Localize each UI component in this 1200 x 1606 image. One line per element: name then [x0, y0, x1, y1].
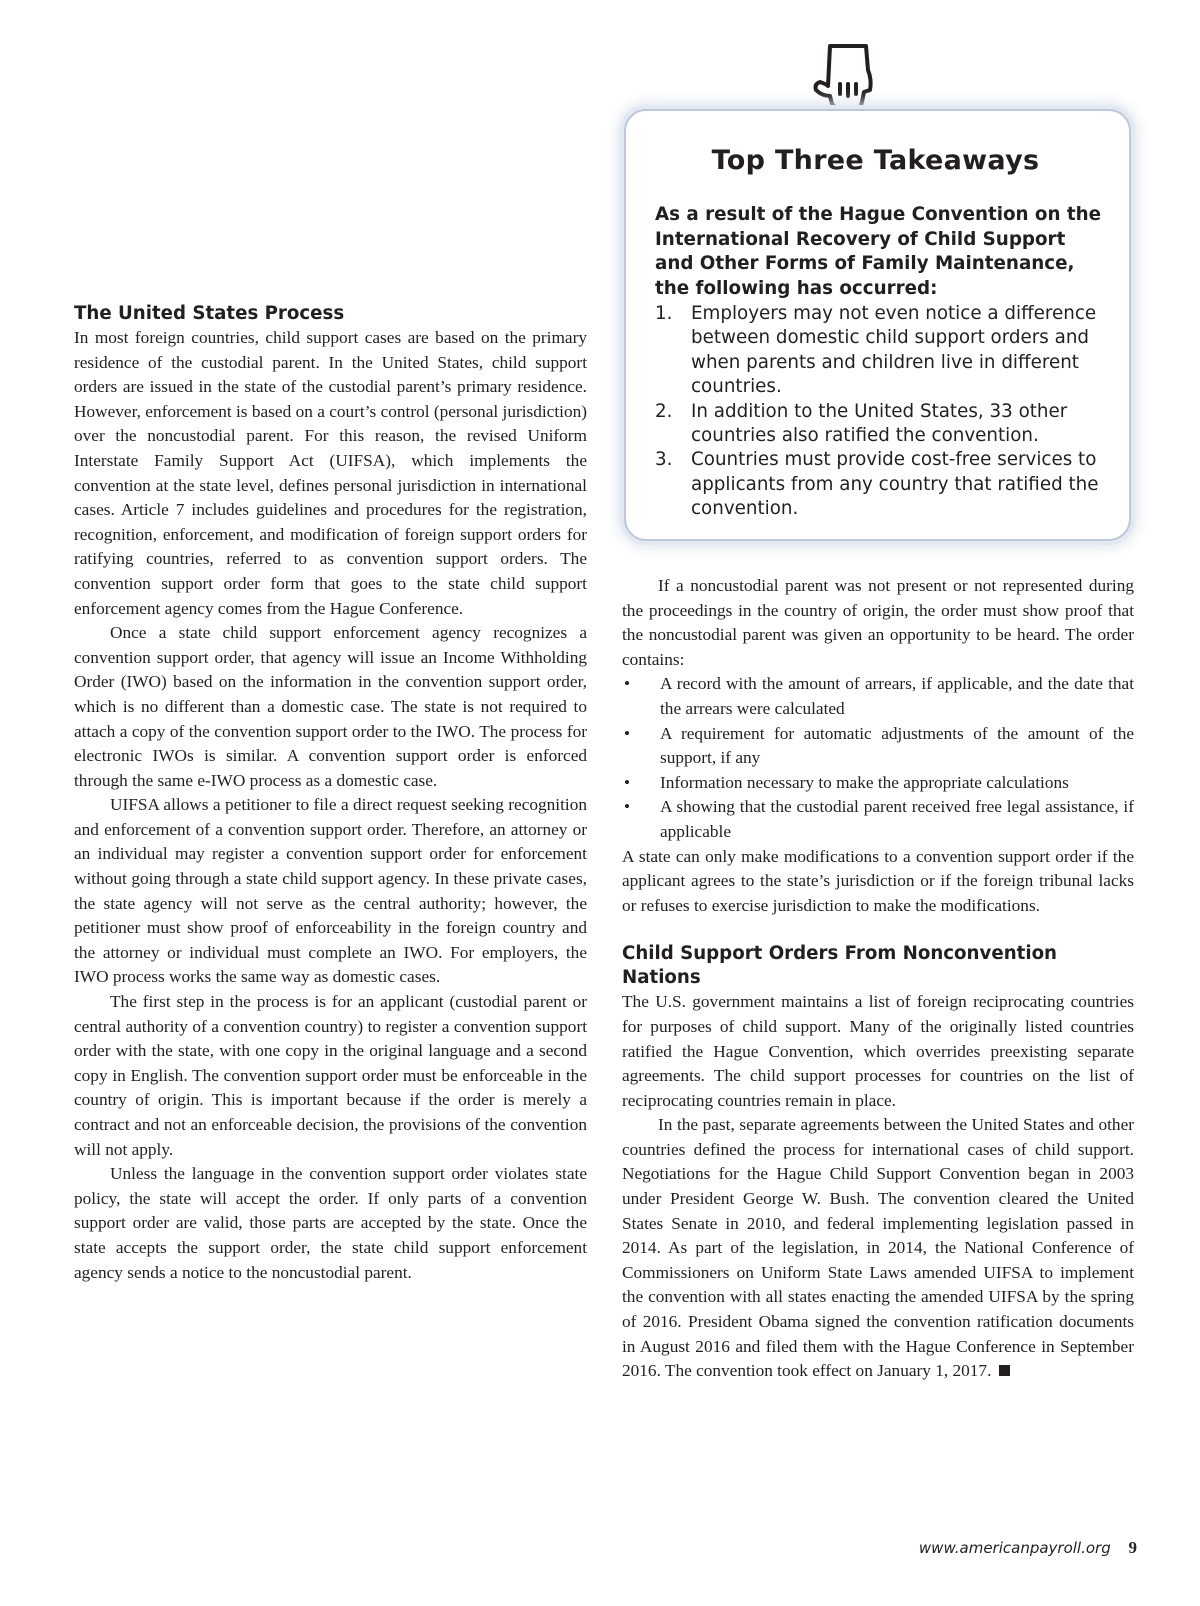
takeaways-list	[655, 302, 1115, 522]
takeaway-number: 2.	[655, 400, 673, 422]
takeaways-intro: As a result of the Hague Convention on the International Recovery of Child Support and Other Forms of Family Maintenance, the following has occurred:	[655, 204, 1102, 299]
bullet: •	[624, 723, 631, 743]
end-of-article-mark	[999, 1365, 1010, 1376]
takeaway-number: 1.	[655, 303, 673, 324]
section-heading: Child Support Orders From Nonconvention Nations	[622, 943, 1058, 989]
section-heading: The United States Process	[74, 303, 345, 324]
takeaway-item	[655, 302, 1115, 400]
takeaways-title: Top Three Takeaways	[711, 145, 1040, 176]
list-item	[622, 672, 1134, 721]
right-column	[622, 574, 1134, 1384]
takeaway-text: In addition to the United States, 33 other countries also ratified the convention.	[691, 400, 1068, 447]
takeaway-number: 3.	[655, 449, 673, 471]
list-item	[622, 771, 1134, 796]
takeaway-text: Employers may not even notice a difference between domestic child support orders and when parents and children live in different countries.	[691, 303, 1097, 398]
page-number: 9	[1128, 1538, 1137, 1557]
paragraph: If a noncustodial parent was not present or not represented during the proceedings in the country of origin, the order must show proof that the noncustodial parent was given an opportunity to be heard. The order contains:	[622, 576, 1134, 669]
list-item-text: A requirement for automatic adjustments of the amount of the support, if any	[660, 723, 1134, 768]
website-url[interactable]: www.americanpayroll.org	[918, 1539, 1111, 1557]
list-item	[622, 795, 1134, 844]
list-item	[622, 722, 1134, 771]
takeaway-item	[655, 400, 1115, 449]
paragraph: In most foreign countries, child support cases are based on the primary residence of the custodial parent. In the United States, child support orders are issued in the state of the custodial parent’s primary residence. However, enforcement is based on a court’s control (personal jurisdiction) over the noncustodial parent. For this reason, the revised Uniform Interstate Family Support Act (UIFSA), which implements the convention at the state level, defines personal jurisdiction in international cases. Article 7 includes guidelines and procedures for the registration, recognition, enforcement, and modification of foreign support orders for ratifying countries, referred to as convention support orders. The convention support order form that goes to the state child support enforcement agency comes from the Hague Conference.	[74, 328, 587, 618]
paragraph: The first step in the process is for an applicant (custodial parent or central authority of a convention country) to register a convention support order with the state, with one copy in the original language and a second copy in English. The convention support order must be enforceable in the country of origin. This is important because if the order is merely a contract and not an enforceable decision, the provisions of the convention will not apply.	[74, 992, 587, 1159]
order-contents-list	[622, 672, 1134, 844]
takeaway-text: Countries must provide cost-free services to applicants from any country that ratified the convention.	[691, 449, 1099, 520]
paragraph: UIFSA allows a petitioner to file a direct request seeking recognition and enforcement of a convention support order. Therefore, an attorney or an individual may register a convention support order for enforcement without going through a state child support agency. In these private cases, the state agency will not serve as the central authority; however, the petitioner must show proof of enforceability in the foreign country and the attorney or individual must complete an IWO. For employers, the IWO process works the same way as domestic cases.	[74, 795, 587, 987]
takeaway-item	[655, 448, 1115, 521]
paragraph: Unless the language in the convention support order violates state policy, the state will accept the order. If only parts of a convention support order are valid, those parts are accepted by the state. Once the state accepts the support order, the state child support enforcement agency sends a notice to the noncustodial parent.	[74, 1164, 587, 1282]
page-footer	[919, 1538, 1137, 1558]
paragraph-text: In the past, separate agreements between the United States and other countries defined the process for international cases of child support. Negotiations for the Hague Child Support Convention began in 2003 under President George W. Bush. The convention cleared the United States Senate in 2010, and federal implementing legislation passed in 2014. As part of the legislation, in 2014, the National Conference of Commissioners on Uniform State Laws amended UIFSA to implement the convention with all states enacting the amended UIFSA by the spring of 2016. President Obama signed the convention ratification documents in August 2016 and filed them with the Hague Conference in September 2016. The convention took effect on January 1, 2017.	[622, 1115, 1134, 1381]
left-column	[74, 302, 587, 1285]
paragraph: A state can only make modifications to a convention support order if the applicant agrees to the state’s jurisdiction or if the foreign tribunal lacks or refuses to exercise jurisdiction to make the modifications.	[622, 846, 1134, 915]
list-item-text: A showing that the custodial parent received free legal assistance, if applicable	[660, 797, 1134, 841]
bullet: •	[624, 674, 631, 694]
list-item-text: A record with the amount of arrears, if applicable, and the date that the arrears were calculated	[660, 674, 1134, 718]
paragraph: Once a state child support enforcement agency recognizes a convention support order, that agency will issue an Income Withholding Order (IWO) based on the information in the convention support order, which is no different than a domestic case. The state is not required to attach a copy of the convention support order to the IWO. The process for electronic IWOs is similar. A convention support order is enforced through the same e-IWO process as a domestic case.	[74, 623, 587, 790]
list-item-text: Information necessary to make the appropriate calculations	[660, 772, 1069, 792]
bullet: •	[624, 797, 631, 817]
paragraph	[622, 1113, 1134, 1384]
paragraph: The U.S. government maintains a list of foreign reciprocating countries for purposes of child support. Many of the originally listed countries ratified the Hague Convention, which overrides preexisting separate agreements. The child support processes for countries on the list of reciprocating countries remain in place.	[622, 992, 1134, 1110]
bullet: •	[624, 772, 631, 792]
